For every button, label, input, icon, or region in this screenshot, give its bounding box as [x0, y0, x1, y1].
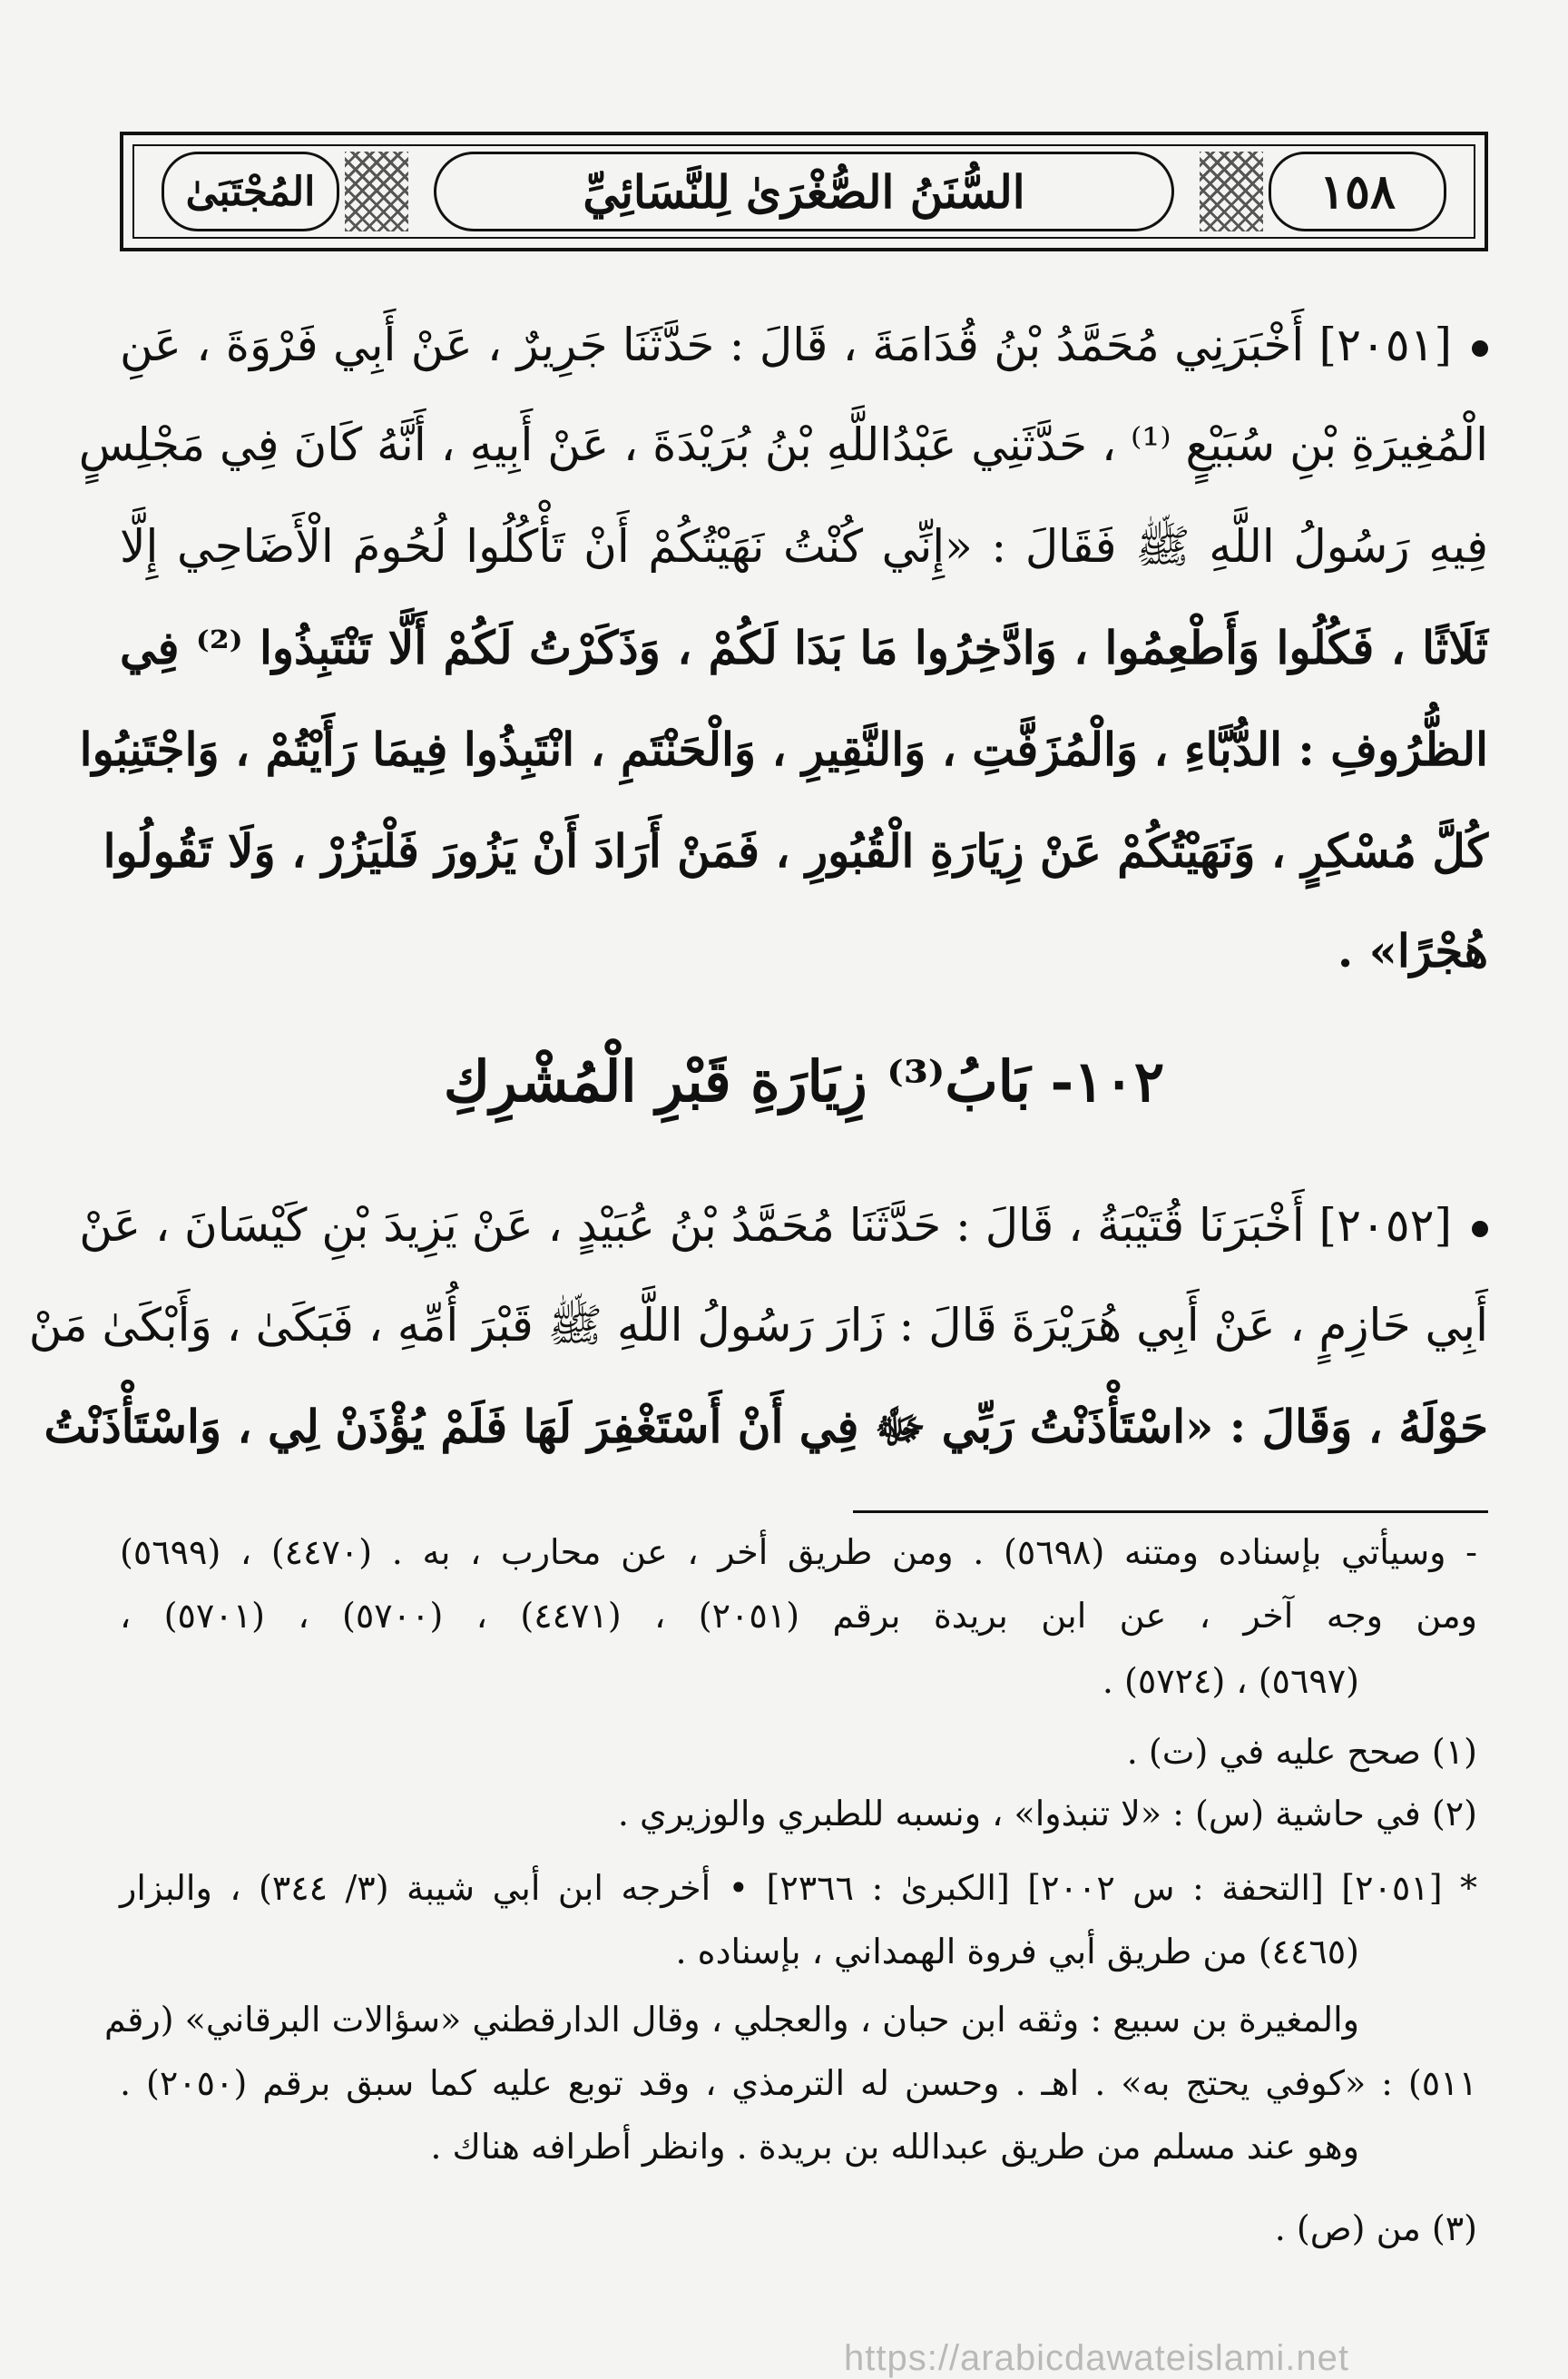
hadith-line: حَوْلَهُ ، وَقَالَ : «اسْتَأْذَنْتُ رَبِّي ﷻ فِي أَنْ أَسْتَغْفِرَ لَهَا فَلَمْ يُؤْذَنْ لِي ، وَاسْتَأْذَنْتُ [44, 1400, 1488, 1453]
footnote-2: (٢) في حاشية (س) : «لا تنبذوا» ، ونسبه للطبري والوزيري . [617, 1794, 1477, 1833]
footnote-separator [853, 1510, 1488, 1513]
header-frame [132, 144, 1475, 239]
ornament-right-icon [1200, 152, 1263, 231]
hadith-line-text: [٢٠٥٢] أَخْبَرَنَا قُتَيْبَةُ ، قَالَ : حَدَّثَنَا مُحَمَّدُ بْنُ عُبَيْدٍ ، عَنْ يَزِيدَ بْنِ كَيْسَانَ ، عَنْ [79, 1199, 1452, 1252]
book-title: السُّنَنُ الصُّغْرَىٰ لِلنَّسَائِيِّ [583, 164, 1025, 219]
hadith-line [120, 309, 1488, 381]
chapter-heading: ١٠٢- بَابُ⁽³⁾ زِيَارَةِ قَبْرِ الْمُشْرِكِ [443, 1048, 1165, 1115]
watermark-url: https://arabicdawateislami.net [844, 2338, 1349, 2378]
title-cartouche [434, 152, 1174, 231]
footnote-continuation-line: ومن وجه آخر ، عن ابن بريدة برقم (٢٠٥١) ، (٤٤٧١) ، (٥٧٠٠) ، (٥٧٠١) ، [120, 1596, 1478, 1636]
page-header [120, 132, 1488, 251]
takhrij-line: (٤٤٦٥) من طريق أبي فروة الهمداني ، بإسناده . [675, 1932, 1359, 1971]
footnote-continuation-line: - وسيأتي بإسناده ومتنه (٥٦٩٨) . ومن طريق أخر ، عن محارب ، به . (٤٤٧٠) ، (٥٦٩٩) [120, 1532, 1477, 1572]
hadith-line: أَبِي حَازِمٍ ، عَنْ أَبِي هُرَيْرَةَ قَالَ : زَارَ رَسُولُ اللَّهِ ﷺ قَبْرَ أُمِّهِ ، فَبَكَىٰ ، وَأَبْكَىٰ مَنْ [28, 1299, 1488, 1352]
takhrij-line: وهو عند مسلم من طريق عبدالله بن بريدة . وانظر أطرافه هناك . [430, 2127, 1359, 2167]
page-number: ١٥٨ [1319, 163, 1396, 220]
hadith-line: فِيهِ رَسُولُ اللَّهِ ﷺ فَقَالَ : «إِنِّي كُنْتُ نَهَيْتُكُمْ أَنْ تَأْكُلُوا لُحُومَ الْأَضَاحِي إِلَّا [120, 520, 1488, 573]
book-name: المُجْتَبَىٰ [185, 168, 316, 215]
footnote-continuation-line: (٥٦٩٧) ، (٥٧٢٤) . [1102, 1661, 1359, 1701]
footnote-1: (١) صحح عليه في (ت) . [1126, 1732, 1477, 1772]
page-number-cartouche [1269, 152, 1446, 231]
takhrij-line: والمغيرة بن سبيع : وثقه ابن حبان ، والعجلي ، وقال الدارقطني «سؤالات البرقاني» (رقم [103, 2000, 1359, 2040]
bullet-icon [1472, 340, 1488, 357]
hadith-line: الظُّرُوفِ : الدُّبَّاءِ ، وَالْمُزَفَّتِ ، وَالنَّقِيرِ ، وَالْحَنْتَمِ ، انْتَبِذُوا فِيمَا رَأَيْتُمْ ، وَاجْتَنِبُوا [79, 723, 1488, 776]
bullet-icon [1472, 1221, 1488, 1237]
ornament-left-icon [345, 152, 408, 231]
book-name-cartouche [162, 152, 339, 231]
hadith-line: هُجْرًا» . [1337, 924, 1488, 978]
footnote-3: (٣) من (ص) . [1274, 2208, 1477, 2248]
hadith-line [79, 1189, 1488, 1262]
takhrij-line: * [٢٠٥١] [التحفة : س ٢٠٠٢] [الكبرىٰ : ٢٣٦٦] • أخرجه ابن أبي شيبة (٣/ ٣٤٤) ، والبزار [120, 1868, 1478, 1908]
hadith-line: الْمُغِيرَةِ بْنِ سُبَيْعٍ ⁽¹⁾ ، حَدَّثَنِي عَبْدُاللَّهِ بْنُ بُرَيْدَةَ ، عَنْ أَبِيهِ ، أَنَّهُ كَانَ فِي مَجْلِسٍ [78, 418, 1488, 471]
hadith-line: كُلَّ مُسْكِرٍ ، وَنَهَيْتُكُمْ عَنْ زِيَارَةِ الْقُبُورِ ، فَمَنْ أَرَادَ أَنْ يَزُورَ فَلْيَزُرْ ، وَلَا تَقُولُوا [103, 824, 1488, 878]
hadith-line: ثَلَاثًا ، فَكُلُوا وَأَطْعِمُوا ، وَادَّخِرُوا مَا بَدَا لَكُمْ ، وَذَكَرْتُ لَكُمْ أَلَّا تَنْتَبِذُوا ⁽²⁾ فِي [120, 621, 1488, 674]
takhrij-line: ٥١١) : «كوفي يحتج به» . اهـ . وحسن له الترمذي ، وقد توبع عليه كما سبق برقم (٢٠٥٠) . [120, 2063, 1477, 2103]
hadith-line-text: [٢٠٥١] أَخْبَرَنِي مُحَمَّدُ بْنُ قُدَامَةَ ، قَالَ : حَدَّثَنَا جَرِيرٌ ، عَنْ أَبِي فَرْوَةَ ، عَنِ [120, 319, 1452, 371]
